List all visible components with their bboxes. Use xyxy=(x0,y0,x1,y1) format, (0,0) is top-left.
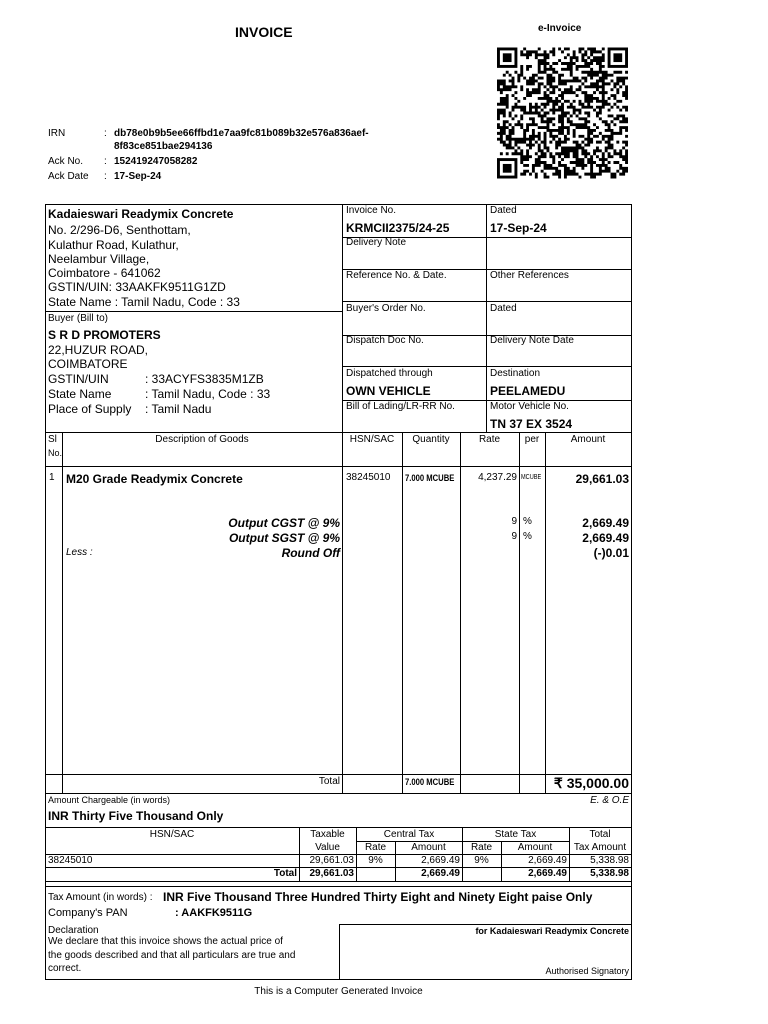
company-pan-label: Company's PAN xyxy=(48,907,128,919)
place-of-supply: : Tamil Nadu xyxy=(145,402,212,416)
total-tax-header2: Tax Amount xyxy=(573,842,627,853)
col-hsn: HSN/SAC xyxy=(349,434,395,445)
invoice-no-label: Invoice No. xyxy=(346,205,397,216)
tax-total-state: 2,669.49 xyxy=(528,868,567,879)
irn-value-line2: 8f83ce851bae294136 xyxy=(114,141,213,152)
total-tax-header: Total xyxy=(589,829,611,840)
tax-total-amount: 5,338.98 xyxy=(590,868,629,879)
col-per: per xyxy=(524,434,540,445)
col-amount: Amount xyxy=(570,434,606,445)
total-label: Total xyxy=(318,776,340,787)
authorised-signatory: Authorised Signatory xyxy=(545,966,629,976)
seller-address-line: No. 2/296-D6, Senthottam, xyxy=(48,223,191,237)
item-sl: 1 xyxy=(49,472,55,483)
state-rate-header: Rate xyxy=(470,842,493,853)
item-per: MCUBE xyxy=(521,474,542,481)
buyer-address-line: COIMBATORE xyxy=(48,357,128,371)
for-company-label: for Kadaieswari Readymix Concrete xyxy=(475,926,629,936)
ack-no-label: Ack No. xyxy=(48,156,84,167)
sgst-rate: 9 xyxy=(511,531,517,542)
declaration-text: correct. xyxy=(48,963,82,974)
dispatched-through-label: Dispatched through xyxy=(346,368,433,379)
central-amount-header: Amount xyxy=(411,842,446,853)
item-quantity: 7.000 MCUBE xyxy=(405,473,455,483)
col-sl-no: No. xyxy=(48,448,63,458)
bill-of-lading-label: Bill of Lading/LR-RR No. xyxy=(346,401,455,412)
tax-total-central: 2,669.49 xyxy=(421,868,460,879)
declaration-label: Declaration xyxy=(48,925,99,936)
col-sl: Sl xyxy=(48,434,57,445)
company-pan: : AAKFK9511G xyxy=(175,907,253,919)
amount-in-words: INR Thirty Five Thousand Only xyxy=(48,809,224,823)
dispatch-doc-label: Dispatch Doc No. xyxy=(346,335,424,346)
dated-label: Dated xyxy=(490,205,517,216)
destination-label: Destination xyxy=(490,368,541,379)
cgst-rate: 9 xyxy=(511,516,517,527)
seller-name: Kadaieswari Readymix Concrete xyxy=(48,207,234,221)
amount-chargeable-label: Amount Chargeable (in words) xyxy=(48,795,171,805)
col-description: Description of Goods xyxy=(155,434,249,445)
ack-date-colon: : xyxy=(104,171,107,182)
tax-row-total: 5,338.98 xyxy=(590,855,629,866)
order-dated-label: Dated xyxy=(490,303,517,314)
central-tax-header: Central Tax xyxy=(383,829,435,840)
buyers-order-label: Buyer's Order No. xyxy=(346,303,426,314)
other-references-label: Other References xyxy=(490,270,569,281)
reference-label: Reference No. & Date. xyxy=(346,270,447,281)
item-description: M20 Grade Readymix Concrete xyxy=(66,472,243,486)
tax-row-central-amount: 2,669.49 xyxy=(421,855,460,866)
buyer-state-label: State Name xyxy=(48,387,112,401)
invoice-no: KRMCII2375/24-25 xyxy=(346,221,450,235)
tax-taxable-header: Taxable xyxy=(310,829,345,840)
seller-state: State Name : Tamil Nadu, Code : 33 xyxy=(48,295,240,309)
round-off-label: Round Off xyxy=(281,546,340,560)
state-amount-header: Amount xyxy=(517,842,553,853)
tax-total-taxable: 29,661.03 xyxy=(309,868,354,879)
delivery-note-label: Delivery Note xyxy=(346,237,407,248)
cgst-label: Output CGST @ 9% xyxy=(228,516,340,530)
destination: PEELAMEDU xyxy=(490,384,566,398)
less-label: Less : xyxy=(66,547,93,558)
delivery-note-date-label: Delivery Note Date xyxy=(490,335,574,346)
qr-code-icon xyxy=(497,46,628,180)
tax-hsn-header: HSN/SAC xyxy=(149,829,195,840)
tax-row-taxable: 29,661.03 xyxy=(309,855,354,866)
cgst-amount: 2,669.49 xyxy=(582,516,629,530)
sgst-amount: 2,669.49 xyxy=(582,531,629,545)
ack-date-label: Ack Date xyxy=(48,171,89,182)
col-quantity: Quantity xyxy=(412,434,450,445)
invoice-title: INVOICE xyxy=(235,24,293,40)
total-quantity: 7.000 MCUBE xyxy=(405,777,455,787)
irn-colon: : xyxy=(104,128,107,139)
buyer-gstin: : 33ACYFS3835M1ZB xyxy=(145,372,264,386)
cgst-percent: % xyxy=(523,516,532,527)
tax-taxable-header2: Value xyxy=(315,842,340,853)
total-amount: ₹ 35,000.00 xyxy=(553,775,629,791)
ack-no-value: 152419247058282 xyxy=(114,156,198,167)
tax-amount-words-label: Tax Amount (in words) : xyxy=(48,892,153,903)
sgst-percent: % xyxy=(523,531,532,542)
seller-address-line: Neelambur Village, xyxy=(48,252,150,266)
seller-gstin: GSTIN/UIN: 33AAKFK9511G1ZD xyxy=(48,280,226,294)
irn-value-line1: db78e0b9b5ee66ffbd1e7aa9fc81b089b32e576a836aef- xyxy=(114,128,369,139)
seller-address-line: Coimbatore - 641062 xyxy=(48,266,161,280)
eoe-label: E. & O.E xyxy=(590,795,629,806)
col-rate: Rate xyxy=(478,434,501,445)
irn-label: IRN xyxy=(48,128,66,139)
ack-date-value: 17-Sep-24 xyxy=(114,171,162,182)
motor-vehicle-label: Motor Vehicle No. xyxy=(490,401,569,412)
buyer-label: Buyer (Bill to) xyxy=(48,313,109,324)
declaration-text: the goods described and that all particulars are true and xyxy=(48,950,296,961)
tax-total-label: Total xyxy=(273,868,297,879)
invoice-date: 17-Sep-24 xyxy=(490,221,547,235)
motor-vehicle-no: TN 37 EX 3524 xyxy=(490,417,573,431)
buyer-state: : Tamil Nadu, Code : 33 xyxy=(145,387,271,401)
buyer-gstin-label: GSTIN/UIN xyxy=(48,372,109,386)
einvoice-label: e-Invoice xyxy=(538,23,582,34)
round-off-amount: (-)0.01 xyxy=(593,546,629,560)
item-rate: 4,237.29 xyxy=(478,472,517,483)
buyer-name: S R D PROMOTERS xyxy=(48,328,161,342)
tax-row-central-rate: 9% xyxy=(368,855,383,866)
state-tax-header: State Tax xyxy=(494,829,537,840)
item-hsn: 38245010 xyxy=(346,472,391,483)
buyer-address-line: 22,HUZUR ROAD, xyxy=(48,343,149,357)
central-rate-header: Rate xyxy=(364,842,387,853)
dispatched-through: OWN VEHICLE xyxy=(346,384,431,398)
place-of-supply-label: Place of Supply xyxy=(48,402,132,416)
tax-row-state-rate: 9% xyxy=(474,855,489,866)
ack-no-colon: : xyxy=(104,156,107,167)
computer-generated-note: This is a Computer Generated Invoice xyxy=(254,986,423,997)
sgst-label: Output SGST @ 9% xyxy=(228,531,340,545)
tax-amount-words: INR Five Thousand Three Hundred Thirty Eight and Ninety Eight paise Only xyxy=(163,890,593,904)
seller-address-line: Kulathur Road, Kulathur, xyxy=(48,238,179,252)
tax-row-state-amount: 2,669.49 xyxy=(528,855,567,866)
declaration-text: We declare that this invoice shows the actual price of xyxy=(48,936,283,947)
item-amount: 29,661.03 xyxy=(575,472,629,486)
tax-row-hsn: 38245010 xyxy=(48,855,93,866)
